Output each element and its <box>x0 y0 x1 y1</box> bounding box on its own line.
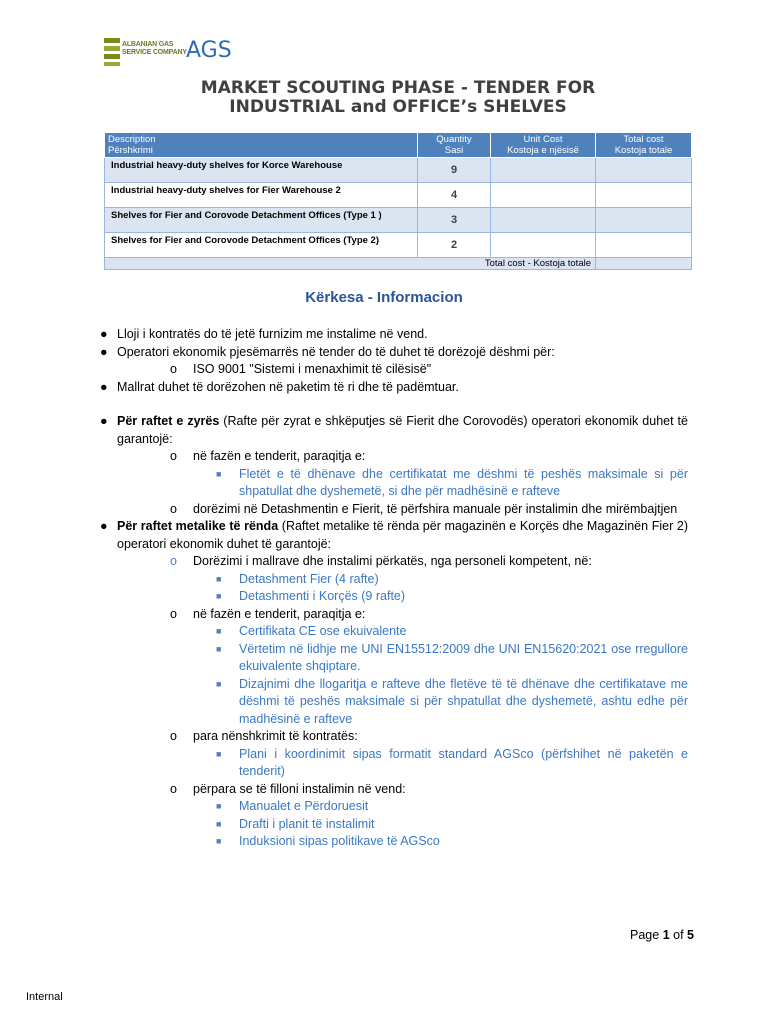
list-item <box>100 728 688 746</box>
row-description: Industrial heavy-duty shelves for Korce Warehouse <box>105 158 418 183</box>
office-heading: Për raftet e zyrës <box>117 414 220 428</box>
bullet-circle-icon: o <box>170 606 177 621</box>
bullet-disc-icon: ● <box>100 327 108 341</box>
bullet-square-icon: ■ <box>216 836 222 846</box>
header-unit-cost-sq: Kostoja e njësisë <box>507 145 579 156</box>
row-unit-cost[interactable] <box>491 233 596 258</box>
row-description: Shelves for Fier and Corovode Detachment Offices (Type 2) <box>105 233 418 258</box>
list-item <box>100 676 688 729</box>
page-total: 5 <box>687 928 694 942</box>
company-logo <box>104 32 244 72</box>
logo-company-line1: ALBANIAN GAS <box>122 41 174 48</box>
bullet-text: Drafti i planit të instalimit <box>239 816 375 831</box>
table-header-row <box>105 133 692 158</box>
bullet-text: Mallrat duhet të dorëzohen në paketim të ri dhe të padëmtuar. <box>117 379 459 394</box>
header-description <box>105 133 418 158</box>
list-item <box>100 379 688 397</box>
bullet-text: Operatori ekonomik pjesëmarrës në tender do të duhet të dorëzojë dëshmi për: <box>117 344 555 359</box>
total-label: Total cost - Kostoja totale <box>105 258 596 270</box>
bullet-text: Detashment Fier (4 rafte) <box>239 571 379 586</box>
table-row <box>105 233 692 258</box>
bullet-text: Detashmenti i Korçës (9 rafte) <box>239 589 406 603</box>
list-item <box>100 781 688 799</box>
table-row <box>105 183 692 208</box>
bullet-text: Plani i koordinimit sipas formatit standard AGSco (përfshihet në paketën e tenderit) <box>239 746 688 778</box>
list-item <box>100 816 688 834</box>
row-unit-cost[interactable] <box>491 208 596 233</box>
row-total-cost[interactable] <box>596 208 692 233</box>
bullet-text: Induksioni sipas politikave të AGSco <box>239 834 440 848</box>
bullet-square-icon: ■ <box>216 678 222 689</box>
bullet-text: Certifikata CE ose ekuivalente <box>239 624 407 638</box>
bullet-square-icon: ■ <box>216 468 222 479</box>
header-unit-cost-en: Unit Cost <box>523 134 563 145</box>
list-item <box>100 641 688 676</box>
table-row <box>105 158 692 183</box>
bullet-text: dorëzimi në Detashmentin e Fierit, të përfshira manuale për instalimin dhe mirëmbajtjen <box>193 501 678 516</box>
bullet-circle-icon: o <box>170 729 177 743</box>
row-quantity: 3 <box>418 208 491 233</box>
bullet-square-icon: ■ <box>216 573 222 584</box>
header-description-sq: Përshkrimi <box>108 145 153 156</box>
total-value[interactable] <box>596 258 692 270</box>
bullet-square-icon: ■ <box>216 626 222 636</box>
header-description-en: Description <box>108 134 156 145</box>
bullet-text: Manualet e Përdoruesit <box>239 799 369 813</box>
list-item <box>100 448 688 466</box>
header-quantity-en: Quantity <box>436 134 472 145</box>
bullet-disc-icon: ● <box>100 379 108 394</box>
list-item <box>100 798 688 816</box>
list-item <box>100 518 688 553</box>
logo-company-line2: SERVICE COMPANY <box>122 49 187 56</box>
row-quantity: 9 <box>418 158 491 183</box>
logo-bars-icon <box>104 38 120 66</box>
row-total-cost[interactable] <box>596 158 692 183</box>
row-unit-cost[interactable] <box>491 183 596 208</box>
bullet-text: Lloji i kontratës do të jetë furnizim me instalime në vend. <box>117 327 428 341</box>
bullet-square-icon: ■ <box>216 643 222 654</box>
list-item <box>100 588 688 606</box>
bullet-disc-icon: ● <box>100 344 108 359</box>
bullet-circle-icon: o <box>170 781 177 796</box>
page-number <box>630 928 694 942</box>
list-item <box>100 361 688 379</box>
bullet-square-icon: ■ <box>216 801 222 811</box>
row-description: Shelves for Fier and Corovode Detachment Offices (Type 1 ) <box>105 208 418 233</box>
list-item <box>100 344 688 362</box>
list-item <box>100 326 688 344</box>
section-title: Kërkesa - Informacion <box>305 289 463 306</box>
row-total-cost[interactable] <box>596 183 692 208</box>
page-label: Page <box>630 928 660 942</box>
office-text: (Rafte për zyrat e shkëputjes së Fierit dhe Corovodës) operatori ekonomik duhet të garantojë: <box>117 414 688 446</box>
classification-label: Internal <box>26 991 63 1003</box>
row-unit-cost[interactable] <box>491 158 596 183</box>
bullet-text: ISO 9001 "Sistemi i menaxhimit të cilësisë" <box>193 362 432 376</box>
bullet-text: Vërtetim në lidhje me UNI EN15512:2009 dhe UNI EN15620:2021 ose rregullore ekuivalente shqiptare. <box>239 641 688 673</box>
table-total-row <box>105 258 692 270</box>
header-total-cost-en: Total cost <box>623 134 664 145</box>
bullet-square-icon: ■ <box>216 748 222 759</box>
document-title-line1: MARKET SCOUTING PHASE - TENDER FOR <box>200 78 596 98</box>
metal-heading: Për raftet metalike të rënda <box>117 519 279 533</box>
price-table <box>104 132 692 270</box>
list-item <box>100 746 688 781</box>
bullet-text: në fazën e tenderit, paraqitja e: <box>193 449 366 463</box>
list-item <box>100 571 688 589</box>
page-current: 1 <box>662 928 670 942</box>
row-quantity: 4 <box>418 183 491 208</box>
bullet-circle-icon: o <box>170 554 177 568</box>
list-item <box>100 413 688 448</box>
header-total-cost-sq: Kostoja totale <box>614 145 673 156</box>
bullet-disc-icon: ● <box>100 414 108 428</box>
header-unit-cost <box>491 133 596 158</box>
bullet-text: para nënshkrimit të kontratës: <box>193 729 358 743</box>
list-item <box>100 833 688 851</box>
bullet-text: përpara se të filloni instalimin në vend: <box>193 781 406 796</box>
logo-abbr: AGS <box>186 38 232 63</box>
list-item <box>100 466 688 501</box>
requirements-content <box>100 326 688 851</box>
bullet-circle-icon: o <box>170 501 177 516</box>
bullet-text: Dizajnimi dhe llogaritja e rafteve dhe fletëve të të dhënave dhe certifikatave me dëshmi të peshës maksimale si për shpatullat dhe dyshemetë, ashtu edhe për madhësinë e rafteve <box>239 676 688 726</box>
row-quantity: 2 <box>418 233 491 258</box>
list-item <box>100 623 688 641</box>
document-title-line2: INDUSTRIAL and OFFICE’s SHELVES <box>229 97 567 117</box>
header-total-cost <box>596 133 692 158</box>
list-item <box>100 501 688 519</box>
row-description: Industrial heavy-duty shelves for Fier Warehouse 2 <box>105 183 418 208</box>
list-item <box>100 606 688 624</box>
bullet-square-icon: ■ <box>216 591 222 601</box>
header-quantity <box>418 133 491 158</box>
table-row <box>105 208 692 233</box>
metal-text: (Raftet metalike të rënda për magazinën e Korçës dhe Magazinën Fier 2) operatori ekonomik duhet të garantojë: <box>117 519 688 551</box>
bullet-square-icon: ■ <box>216 818 222 829</box>
bullet-circle-icon: o <box>170 362 177 376</box>
bullet-circle-icon: o <box>170 449 177 463</box>
row-total-cost[interactable] <box>596 233 692 258</box>
bullet-text: Dorëzimi i mallrave dhe instalimi përkatës, nga personeli kompetent, në: <box>193 554 592 568</box>
page-of: of <box>673 928 684 942</box>
bullet-text: në fazën e tenderit, paraqitja e: <box>193 606 366 621</box>
bullet-text: Fletët e të dhënave dhe certifikatat me dëshmi të peshës maksimale si për shpatullat dhe dyshemetë, si dhe për madhësinë e rafteve <box>239 466 688 498</box>
header-quantity-sq: Sasi <box>444 145 464 156</box>
bullet-disc-icon: ● <box>100 519 108 533</box>
list-item <box>100 553 688 571</box>
